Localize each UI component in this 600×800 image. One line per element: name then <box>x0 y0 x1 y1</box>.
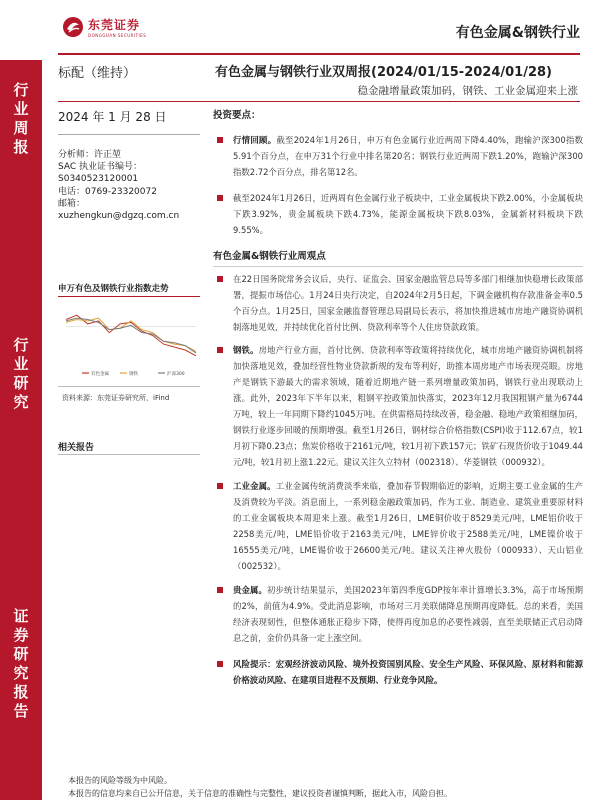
risk-warning-text: 风险提示：宏观经济波动风险、境外投资国别风险、安全生产风险、环保风险、原材料和能源价格波动风险、在建项目进程不及预期、行业竞争风险。 <box>233 659 583 685</box>
logo-english-name: DONGGUAN SECURITIES <box>88 33 147 38</box>
industry-rating: 标配（维持） <box>58 66 137 81</box>
paragraph-policy <box>213 271 583 335</box>
policy-text: 在22日国务院常务会议后，央行、证监会、国家金融监管总局等多部门相继加快稳增长政策部署，提振市场信心。1月24日央行决定，自2024年2月5日起，下调金融机构存款准备金率0.5个百分点。1月25日，国家金融监督管理总局副局长表示，将加快推进城市房地产融资协调机制落地见效，并持续优化首付比例、贷款利率等个人住房贷款政策。 <box>233 274 583 332</box>
main-content <box>213 107 583 688</box>
footer-risk-level: 本报告的风险等级为中风险。 <box>68 776 172 785</box>
related-reports-divider <box>58 454 200 455</box>
paragraph-steel <box>213 342 583 470</box>
analyst-email[interactable]: xuzhengkun@dgzq.com.cn <box>58 211 180 222</box>
report-header <box>0 0 600 60</box>
paragraph-precious-metals <box>213 582 583 646</box>
report-title: 有色金属与钢铁行业双周报(2024/01/15-2024/01/28) <box>215 65 552 80</box>
index-trend-chart <box>60 301 200 381</box>
logo-mark-icon <box>62 16 84 38</box>
red-sidebar <box>0 60 42 800</box>
analyst-email-label: 邮箱： <box>58 198 86 209</box>
chart-legend-label-3: 沪深300 <box>167 372 185 377</box>
left-column <box>58 104 200 222</box>
sidebar-label-report: 证券研究报告 <box>11 608 30 722</box>
analyst-cert-number: S0340523120001 <box>58 174 139 185</box>
precious-metals-text: 初步统计结果显示，美国2023年第四季度GDP按年率计算增长3.3%，高于市场预期的2%，前值为4.9%。受此消息影响，市场对三月美联储降息预期再度降低。总的来看，美国经济表现韧性，但整体通胀正稳步下降，使得再度加息的必要性减弱，直至美联储正式启动降息之前，金价仍具备一定上涨空间。 <box>233 585 584 643</box>
report-date: 2024 年 1 月 28 日 <box>58 110 167 124</box>
analyst-cert-label: SAC 执业证书编号： <box>58 162 143 173</box>
chart-title: 申万有色及钢铁行业指数走势 <box>58 284 169 294</box>
company-logo <box>62 16 146 38</box>
precious-metals-lead: 贵金属。 <box>233 585 268 595</box>
views-divider <box>213 266 583 267</box>
sub-sectors-text: 截至2024年1月26日，近两周有色金属行业子板块中，工业金属板块下跌2.00%，小金属板块下跌3.92%，贵金属板块下跌4.73%，能源金属板块下跌8.03%，金属新材料板块下跌9.55%。 <box>233 193 583 235</box>
chart-legend-label-1: 有色金属 <box>91 372 109 377</box>
sidebar-label-weekly: 行业周报 <box>11 82 30 158</box>
chart-title-divider <box>58 296 200 297</box>
analyst-name: 分析师：许正堃 <box>58 150 122 160</box>
chart-legend-label-2: 钢铁 <box>129 372 138 377</box>
steel-text: 房地产行业方面，首付比例、贷款利率等政策将持续优化，城市房地产融资协调机制将加快落地见效，叠加经营性物业贷款新规的发布等利好，助推本周房地产市场表现亮眼。房地产是钢铁下游最大的需求领域，随着近期地产链一系列增量政策加码，钢铁行业出现联动上涨。此外，2023年下半年以来，粗钢平控政策加快落实，2023年12月我国粗钢产量为6744万吨，较上一年同期下降约1045万吨。在供需格局持续改善，稳金融、稳地产政策相继加码，钢铁行业逐步回暖的预期增强。截至1月26日，钢材综合价格指数(CSPI)收于112.67点，较1月初下降0.23点；焦炭价格收于2161元/吨，较1月初下跌157元；铁矿石现货价收于1049.44元/吨，较1月初上涨1.22元。建议关注久立特材（002318）、华菱钢铁（000932）。 <box>233 345 584 467</box>
logo-name: 东莞证券 <box>88 18 141 32</box>
paragraph-risk-warning <box>213 656 583 688</box>
footer-info-source: 本报告的信息均来自已公开信息，关于信息的准确性与完整性，建议投资者谨慎判断，据此入市，风险自担。 <box>68 789 452 798</box>
footer-disclaimer <box>68 774 452 800</box>
paragraph-sub-sectors <box>213 190 583 238</box>
related-reports-title: 相关报告 <box>58 443 95 453</box>
market-review-lead: 行情回顾。 <box>233 135 277 145</box>
analyst-info <box>58 149 200 222</box>
industrial-metals-lead: 工业金属。 <box>233 481 276 491</box>
source-divider <box>58 386 200 387</box>
weekly-views-heading: 有色金属&钢铁行业周观点 <box>213 251 326 262</box>
analyst-phone: 电话：0769-23320072 <box>58 186 157 197</box>
industrial-metals-text: 工业金属传统消费淡季来临，叠加春节假期临近的影响，近期主要工业金属的生产及消费较为平淡。消息面上，一系列稳金融政策加码，作为工业、制造业、建筑业重要原材料的工业金属板块本周迎来上涨。截至1月26日，LME铜价收于8529美元/吨，LME铝价收于2258美元/吨，LME铅价收于2163美元/吨，LME锌价收于2588美元/吨，LME镍价收于16555美元/吨，LME锡价收于26600美元/吨。建议关注神火股份（000933）、天山铝业（002532）。 <box>233 481 583 571</box>
sidebar-label-research: 行业研究 <box>11 337 30 413</box>
chart-source: 资料来源：东莞证券研究所，iFind <box>62 394 170 402</box>
title-divider <box>58 101 580 102</box>
report-subtitle: 稳金融增量政策加码，钢铁、工业金属迎来上涨 <box>357 85 578 97</box>
investment-points-heading: 投资要点： <box>213 110 261 121</box>
steel-lead: 钢铁。 <box>233 345 259 355</box>
paragraph-market-review <box>213 132 583 180</box>
header-divider <box>58 53 580 55</box>
paragraph-industrial-metals <box>213 478 583 574</box>
chart-series-line-2 <box>66 318 196 351</box>
market-review-text: 截至2024年1月26日，申万有色金属行业近两周下降4.40%，跑输沪深300指数5.91个百分点，在申万31个行业中排名第20名；钢铁行业近两周下跌1.20%，跑输沪深300指数2.72个百分点，排名第12名。 <box>233 135 583 177</box>
industry-label: 有色金属&钢铁行业 <box>455 25 580 41</box>
date-divider <box>58 134 200 135</box>
